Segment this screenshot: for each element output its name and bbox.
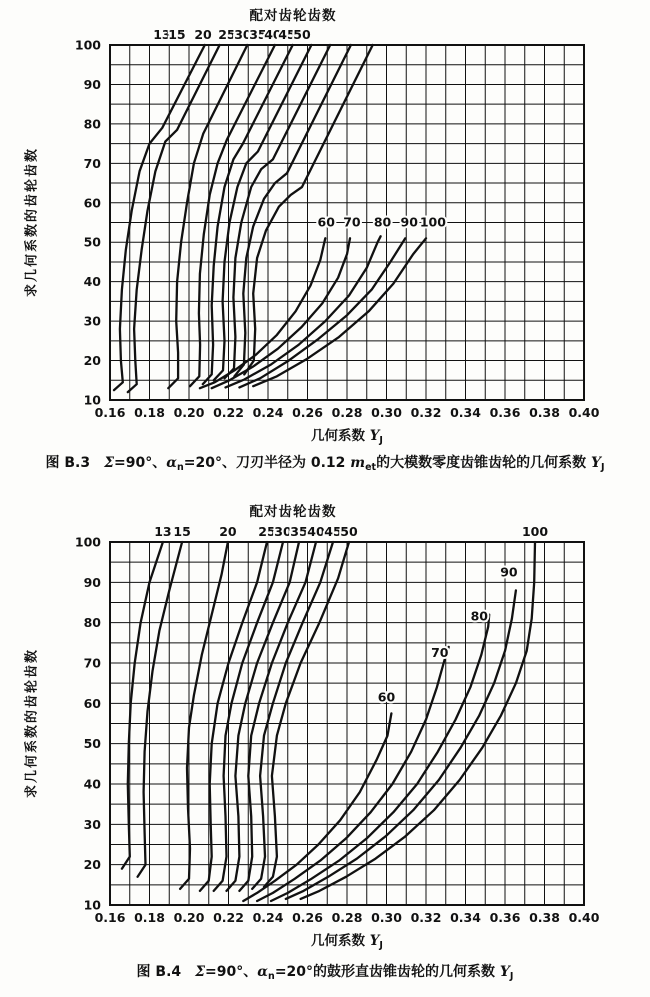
caption-segment: J [379,940,383,951]
y-tick-label: 100 [74,534,101,550]
figure-b3-caption [5,452,645,473]
x-tick-label: 0.38 [529,405,560,420]
x-tick-label: 0.16 [94,910,126,925]
figure-b4-caption [5,961,645,982]
curve-label-20: 20 [219,524,237,539]
curve-label-70: 70 [343,214,361,230]
x-tick-label: 0.34 [450,910,481,925]
y-tick-label: 20 [83,353,101,369]
y-tick-label: 70 [83,155,101,171]
curve-90 [286,590,516,899]
curve-label-25: 25 [258,524,276,539]
curve-label-40: 40 [264,27,282,42]
x-tick-label: 0.26 [292,405,323,420]
y-tick-label: 60 [83,195,101,211]
curve-label-80: 80 [470,608,489,624]
caption-segment: Y [590,455,601,471]
y-tick-label: 90 [83,76,101,92]
x-tick-label: 0.32 [410,405,442,420]
curve-80 [226,236,381,387]
chart-b4-y-axis-title: 求几何系数的齿轮齿数 [24,647,40,799]
x-tick-label: 0.40 [568,910,600,925]
caption-segment: n [177,462,184,473]
y-tick-label: 80 [83,116,101,132]
curve-label-40: 40 [307,524,325,539]
caption-segment: et [365,462,377,473]
caption-segment: J [509,971,514,982]
y-tick-label: 20 [83,857,101,873]
curve-50 [264,542,349,887]
caption-segment: 图 B.3 [45,455,105,471]
x-tick-label: 0.22 [213,405,244,420]
curve-label-30: 30 [274,524,292,539]
curve-label-35: 35 [249,27,267,42]
curve-label-13: 13 [153,27,171,42]
y-tick-label: 10 [83,897,101,913]
y-tick-label: 50 [83,736,101,752]
x-tick-label: 0.28 [331,910,363,925]
curve-13 [114,45,205,390]
curve-25 [190,45,275,386]
curve-label-50: 50 [293,27,311,42]
caption-segment: =20°、刀刃半径为 0.12 [183,455,351,471]
x-tick-label: 0.18 [134,405,165,420]
curve-90 [239,238,405,387]
y-tick-label: 50 [83,234,101,250]
y-tick-label: 90 [83,574,101,590]
curve-100 [253,238,426,386]
caption-segment: m [350,455,366,471]
y-tick-label: 40 [83,776,101,792]
curve-40 [239,542,316,891]
curve-label-45: 45 [278,27,296,42]
x-tick-label: 0.24 [252,405,284,420]
caption-segment: α [166,455,177,471]
x-tick-label: 0.40 [568,405,600,420]
curve-label-15: 15 [173,524,191,539]
curve-15 [138,542,183,877]
x-tick-label: 0.36 [489,910,521,925]
curve-60 [243,713,391,901]
curve-label-45: 45 [324,524,342,539]
curve-100 [301,542,535,899]
curve-label-20: 20 [194,27,212,42]
y-tick-label: 80 [83,615,101,631]
y-tick-label: 70 [83,655,101,671]
chart-b3-top-axis-title: 配对齿轮齿数 [249,8,337,24]
y-tick-label: 100 [74,37,101,53]
x-tick-label: 0.20 [173,910,205,925]
y-tick-label: 10 [83,392,101,408]
x-tick-label: 0.34 [450,405,481,420]
caption-segment: Y [369,933,380,949]
caption-segment: =90°、 [205,964,258,980]
curve-label-90: 90 [400,214,418,230]
x-tick-label: 0.30 [371,910,402,925]
y-tick-label: 60 [83,695,101,711]
curve-label-35: 35 [290,524,308,539]
curve-label-15: 15 [168,27,186,42]
y-tick-label: 30 [83,816,101,832]
curve-13 [122,542,163,869]
y-tick-label: 40 [83,274,101,290]
caption-segment: Σ [195,964,206,980]
x-tick-label: 0.18 [134,910,165,925]
caption-segment: J [600,462,605,473]
curve-label-13: 13 [154,524,172,539]
curve-label-70: 70 [431,644,449,660]
curve-label-60: 60 [377,689,396,705]
x-tick-label: 0.30 [371,405,402,420]
x-tick-label: 0.26 [292,910,323,925]
x-tick-label: 0.16 [94,405,126,420]
caption-segment: =20°的鼓形直齿锥齿轮的几何系数 [274,964,500,980]
chart-b3-x-axis-title [110,424,584,446]
chart-b3 [0,22,650,422]
x-tick-label: 0.24 [252,910,284,925]
caption-segment: Y [499,964,510,980]
curve-label-30: 30 [234,27,252,42]
curve-label-100: 100 [521,524,549,539]
x-tick-label: 0.22 [213,910,244,925]
curve-label-90: 90 [500,564,518,580]
x-tick-label: 0.28 [331,405,363,420]
caption-segment: Σ [104,455,114,471]
curve-label-80: 80 [373,214,392,230]
caption-segment: 的大模数零度齿锥齿轮的几何系数 [376,455,591,471]
x-tick-label: 0.38 [529,910,560,925]
chart-b4-top-axis-title: 配对齿轮齿数 [249,504,337,520]
caption-segment: J [379,435,383,446]
curve-60 [200,238,325,388]
chart-b4-x-axis-title [110,929,584,951]
caption-segment: 几何系数 [311,933,370,949]
curve-label-100: 100 [419,214,446,230]
caption-segment: α [257,964,269,980]
curve-label-60: 60 [317,214,335,230]
x-tick-label: 0.32 [410,910,442,925]
y-tick-label: 30 [83,313,101,329]
chart-b3-y-axis-title: 求几何系数的齿轮齿数 [24,146,40,298]
curve-label-50: 50 [340,524,358,539]
caption-segment: 图 B.4 [136,964,196,980]
curve-label-25: 25 [218,27,236,42]
x-tick-label: 0.20 [173,405,205,420]
x-tick-label: 0.36 [489,405,521,420]
caption-segment: n [268,971,275,982]
caption-segment: =90°、 [114,455,167,471]
caption-segment: 几何系数 [311,428,370,444]
curve-45 [252,542,333,889]
curve-20 [180,542,228,889]
chart-b4 [0,519,650,929]
curve-70 [257,644,449,901]
caption-segment: Y [369,428,380,444]
grid [110,542,584,905]
